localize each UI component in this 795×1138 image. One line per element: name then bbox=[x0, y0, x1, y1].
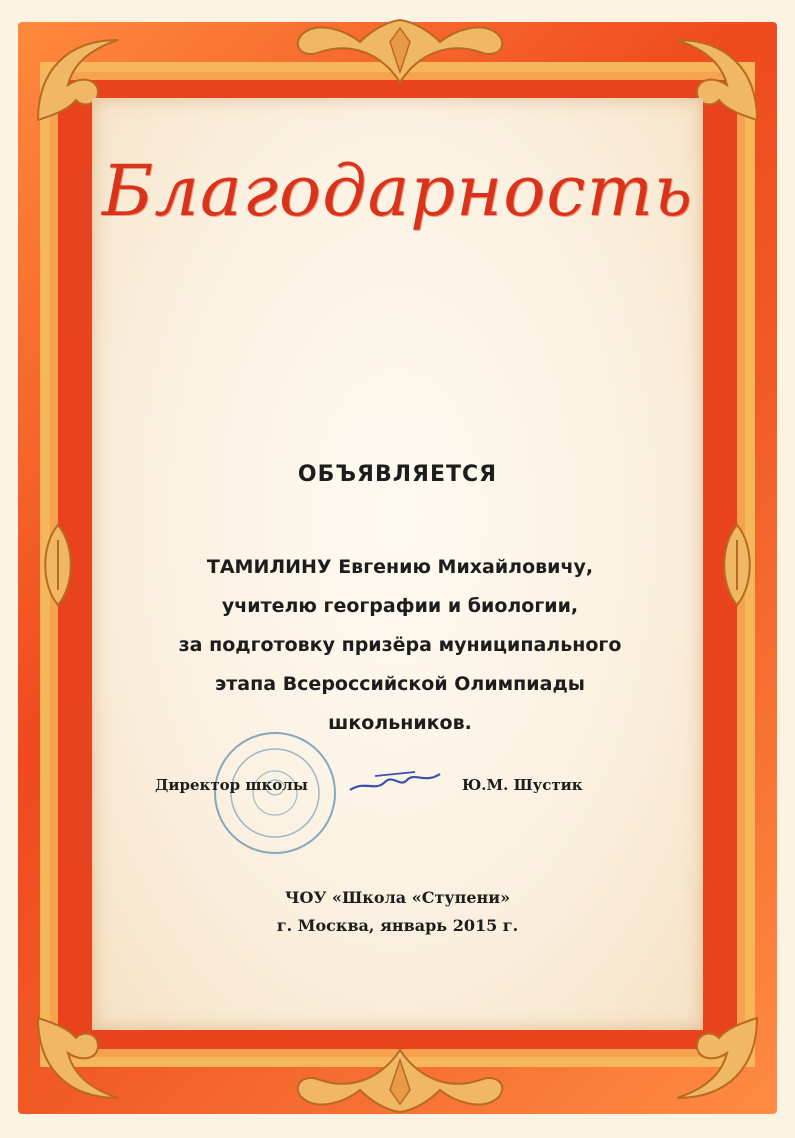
left-side-ornament bbox=[36, 520, 80, 610]
body-line: ТАМИЛИНУ Евгению Михайловичу, bbox=[206, 556, 594, 578]
signer-role: Директор школы bbox=[155, 776, 308, 794]
body-line: этапа Всероссийской Олимпиады bbox=[215, 673, 585, 695]
certificate-title: Благодарность bbox=[101, 150, 694, 232]
right-side-ornament bbox=[715, 520, 759, 610]
body-line: учителю географии и биологии, bbox=[221, 595, 579, 617]
signer-name: Ю.М. Шустик bbox=[462, 776, 583, 794]
announcement-heading: ОБЪЯВЛЯЕТСЯ bbox=[297, 462, 498, 487]
body-line: за подготовку призёра муниципального bbox=[178, 634, 622, 656]
bottom-ornament bbox=[250, 1040, 550, 1120]
place-and-date: г. Москва, январь 2015 г. bbox=[276, 916, 519, 935]
school-name: ЧОУ «Школа «Ступени» bbox=[284, 888, 511, 907]
handwritten-signature bbox=[345, 762, 455, 802]
certificate-body bbox=[100, 548, 700, 743]
top-ornament bbox=[250, 12, 550, 92]
body-line: школьников. bbox=[328, 712, 472, 734]
certificate-footer bbox=[0, 884, 795, 940]
